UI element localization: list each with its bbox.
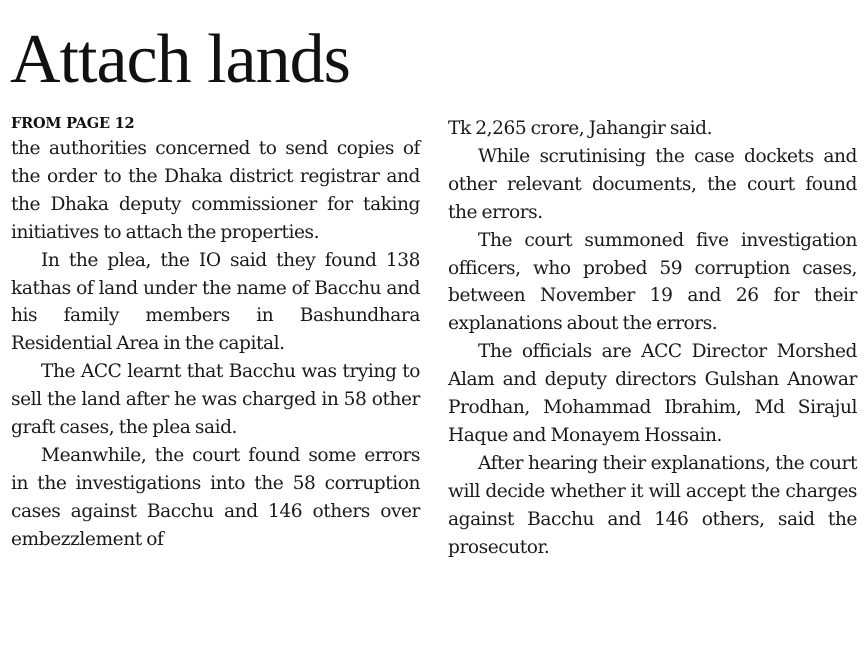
paragraph: The ACC learnt that Bacchu was trying to sell the land after he was charged in 58 other graft cases, the plea said. (11, 361, 420, 439)
article-column-right (448, 115, 857, 562)
paragraph: the authorities concerned to send copies of the order to the Dhaka district registrar and the Dhaka deputy commissioner for taking initiatives to attach the properties. (11, 138, 420, 243)
paragraph: The court summoned five investigation officers, who probed 59 corruption cases, between November 19 and 26 for their explanations about the errors. (448, 229, 857, 335)
article-column-left (11, 135, 420, 554)
paragraph: The officials are ACC Director Morshed Alam and deputy directors Gulshan Anowar Prodhan, Mohammad Ibrahim, Md Sirajul Haque and Monayem Hossain. (448, 341, 857, 446)
paragraph: In the plea, the IO said they found 138 kathas of land under the name of Bacchu and his family members in Bashundhara Residential Area in the capital. (11, 249, 420, 355)
continuation-kicker: FROM PAGE 12 (11, 115, 135, 132)
paragraph: Tk 2,265 crore, Jahangir said. (448, 118, 713, 139)
paragraph: While scrutinising the case dockets and other relevant documents, the court found the errors. (448, 145, 857, 223)
paragraph: After hearing their explanations, the court will decide whether it will accept the charges against Bacchu and 146 others, said the prosecutor. (448, 452, 857, 558)
article-headline: Attach lands (10, 21, 350, 98)
paragraph: Meanwhile, the court found some errors in the investigations into the 58 corruption cases against Bacchu and 146 others over embezzlement of (11, 444, 420, 550)
